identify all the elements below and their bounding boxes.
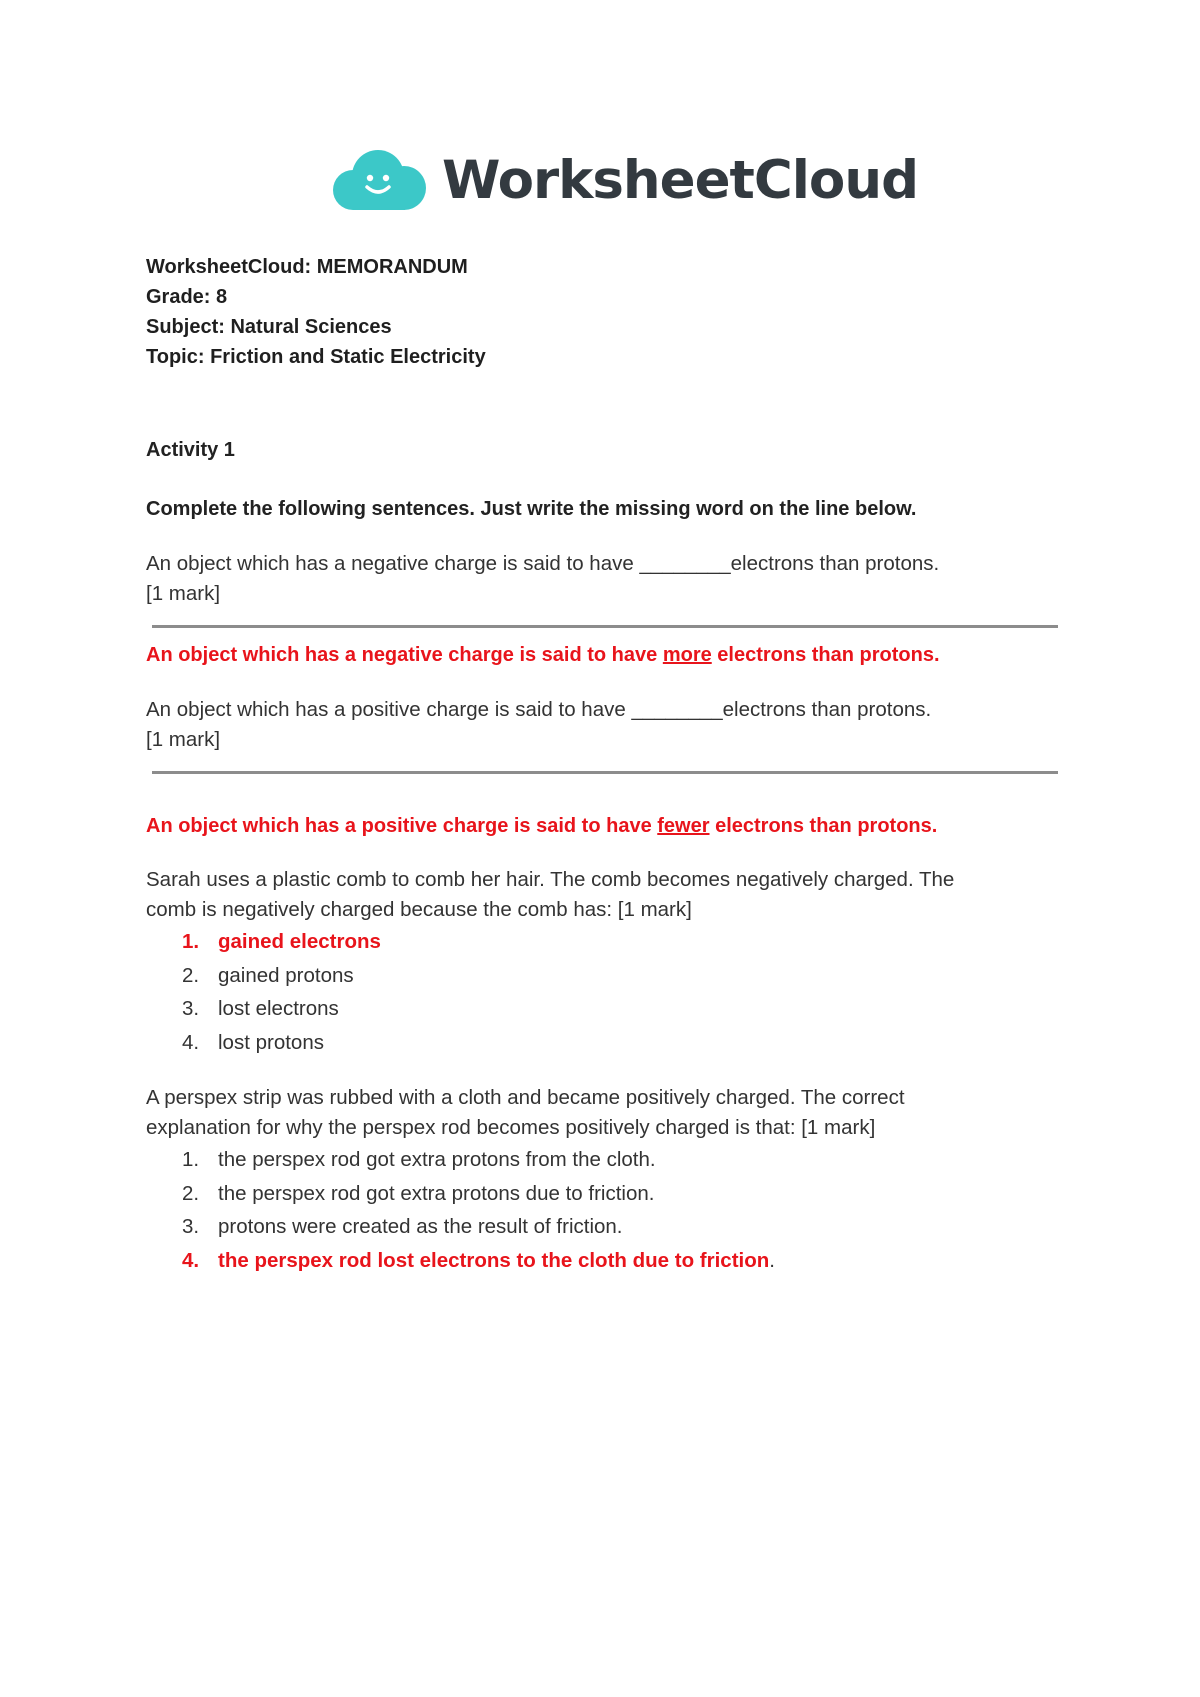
option-number: 3. [182, 1215, 200, 1238]
question-1-mark: [1 mark] [146, 582, 221, 605]
logo-wordmark: WorksheetCloud [442, 149, 919, 211]
question-2 [146, 695, 1066, 755]
answer-1 [146, 640, 1066, 670]
option-text: gained protons [218, 963, 354, 987]
option-trailing-period: . [769, 1248, 775, 1272]
option-text: the perspex rod got extra protons due to friction. [218, 1181, 655, 1205]
question-1-text: An object which has a negative charge is said to have ________electrons than protons. [146, 552, 940, 575]
activity-heading: Activity 1 [146, 439, 235, 461]
question-3-line-2: comb is negatively charged because the comb has: [1 mark] [146, 898, 692, 921]
option-text: the perspex rod lost electrons to the cloth due to friction [218, 1248, 770, 1272]
question-1 [146, 549, 1066, 609]
question-4-line-1: A perspex strip was rubbed with a cloth and became positively charged. The correct [146, 1086, 905, 1109]
answer-line-1 [152, 625, 1058, 628]
option-number: 4. [182, 1248, 200, 1272]
activity-instruction: Complete the following sentences. Just write the missing word on the line below. [146, 498, 917, 520]
topic-line: Topic: Friction and Static Electricity [146, 346, 486, 368]
option-text: gained electrons [218, 930, 381, 953]
worksheet-content [146, 252, 1066, 1277]
answer-1-word: more [662, 644, 712, 666]
answer-2-before: An object which has a positive charge is said to have [146, 815, 658, 837]
option-text: lost electrons [218, 997, 339, 1020]
question-3-line-1: Sarah uses a plastic comb to comb her hair. The comb becomes negatively charged. The [146, 868, 955, 891]
option-item [146, 1177, 1066, 1211]
option-item [146, 1244, 1066, 1278]
subject-line: Subject: Natural Sciences [146, 316, 392, 338]
option-number: 2. [182, 963, 200, 987]
question-4-line-2: explanation for why the perspex rod becomes positively charged is that: [1 mark] [146, 1116, 876, 1139]
smiling-cloud-icon [330, 150, 428, 210]
option-text: protons were created as the result of friction. [218, 1215, 623, 1238]
answer-2-word: fewer [657, 815, 710, 837]
worksheetcloud-logo [330, 150, 918, 210]
answer-1-before: An object which has a negative charge is said to have [146, 644, 663, 666]
question-2-mark: [1 mark] [146, 728, 221, 751]
question-4-options [146, 1143, 1066, 1277]
option-item [146, 1026, 1066, 1060]
option-item [146, 1210, 1066, 1244]
answer-line-2 [152, 771, 1058, 774]
option-item [146, 925, 1066, 959]
option-number: 1. [182, 1148, 200, 1171]
grade-line: Grade: 8 [146, 286, 228, 308]
question-4 [146, 1083, 1066, 1143]
answer-1-after: electrons than protons. [711, 644, 940, 666]
option-item [146, 1143, 1066, 1177]
option-number: 1. [182, 930, 200, 953]
option-number: 4. [182, 1030, 200, 1054]
option-item [146, 992, 1066, 1026]
option-text: lost protons [218, 1030, 324, 1054]
question-3-options [146, 925, 1066, 1059]
option-number: 3. [182, 997, 200, 1020]
answer-2 [146, 811, 1066, 841]
option-item [146, 959, 1066, 993]
answer-2-after: electrons than protons. [709, 815, 938, 837]
option-text: the perspex rod got extra protons from the cloth. [218, 1148, 656, 1171]
question-2-text: An object which has a positive charge is said to have ________electrons than protons. [146, 698, 932, 721]
option-number: 2. [182, 1181, 200, 1205]
question-3 [146, 865, 1066, 925]
memo-title: WorksheetCloud: MEMORANDUM [146, 256, 468, 278]
